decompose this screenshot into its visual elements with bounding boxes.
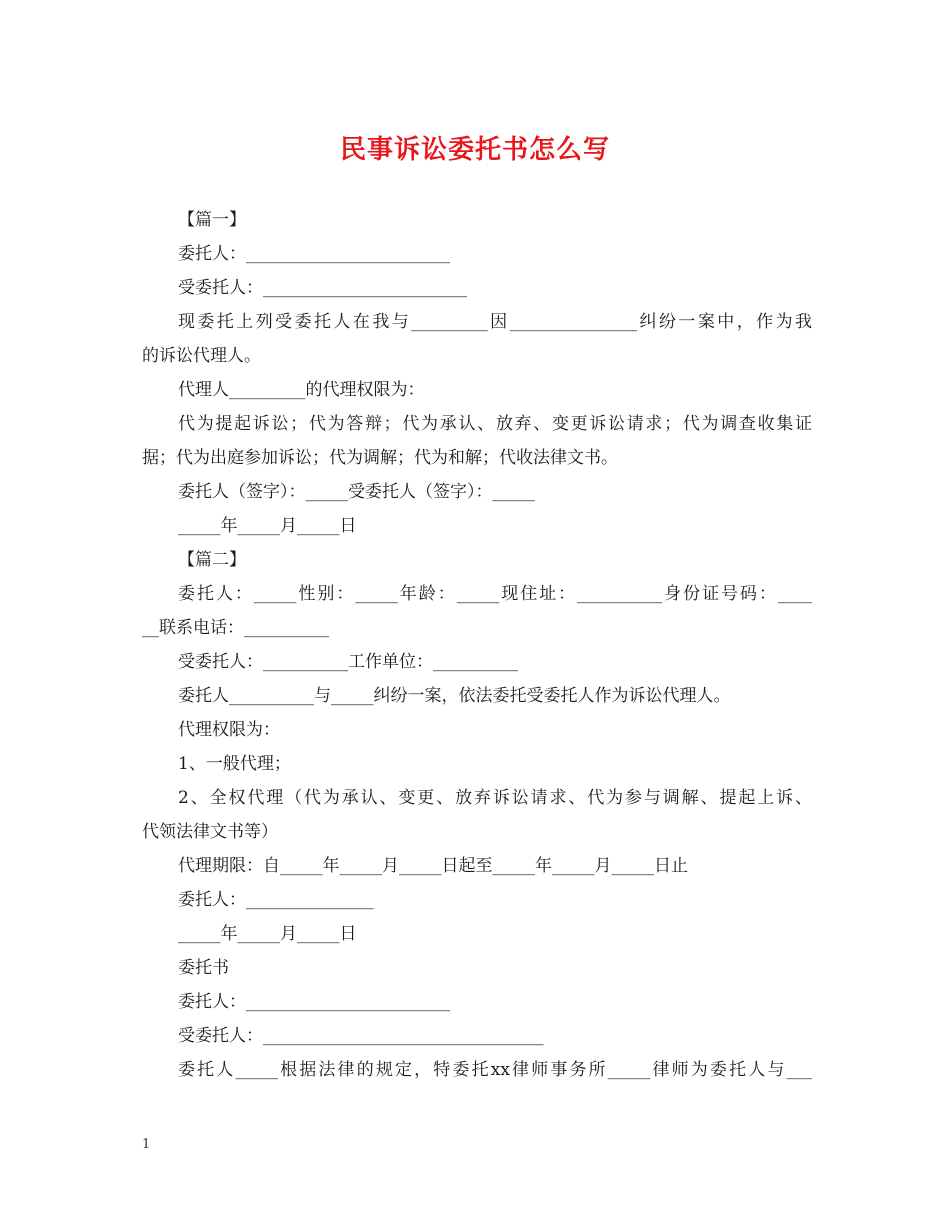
text-line: 2、全权代理（代为承认、变更、放弃诉讼请求、代为参与调解、提起上诉、	[178, 788, 812, 808]
text-line: 委托人：_______________	[178, 890, 374, 910]
text-line: 1、一般代理；	[178, 754, 291, 774]
text-line: 代为提起诉讼；代为答辩；代为承认、放弃、变更诉讼请求；代为调查收集证	[178, 414, 812, 434]
document-title: 民事诉讼委托书怎么写	[339, 135, 610, 165]
text-line: 受委托人：________________________	[178, 278, 467, 298]
text-line: 受委托人：__________工作单位：__________	[178, 652, 518, 672]
text-line: 代理期限：自_____年_____月_____日起至_____年_____月_____日止	[178, 856, 688, 876]
document-body	[142, 203, 812, 1087]
section-heading-1: 【篇一】	[178, 210, 246, 230]
text-line: 委托人：________________________	[178, 992, 450, 1012]
text-line: 委托书	[178, 958, 229, 978]
text-line: 委托人（签字）：_____受委托人（签字）：_____	[178, 482, 535, 502]
text-line: 委托人：________________________	[178, 244, 450, 264]
text-line: 委托人：_____性别：_____年龄：_____现住址：__________身份证号码：____	[178, 584, 812, 604]
text-line: 受委托人：_________________________________	[178, 1026, 544, 1046]
text-line: 委托人_____根据法律的规定，特委托xx律师事务所_____律师为委托人与___	[178, 1060, 812, 1080]
text-line: 代领法律文书等）	[142, 822, 278, 842]
text-line: 委托人__________与_____纠纷一案，依法委托受委托人作为诉讼代理人。	[178, 686, 731, 706]
text-line: 代理权限为：	[178, 720, 280, 740]
section-heading-2: 【篇二】	[178, 550, 246, 570]
text-line: 现委托上列受委托人在我与_________因_______________纠纷一案中，作为我	[178, 312, 812, 332]
page-number: 1	[142, 1137, 151, 1152]
text-line: 据；代为出庭参加诉讼；代为调解；代为和解；代收法律文书。	[142, 448, 618, 468]
text-line: _____年_____月_____日	[178, 924, 357, 944]
text-line: _____年_____月_____日	[178, 516, 357, 536]
text-line: __联系电话：__________	[142, 618, 329, 638]
text-line: 的诉讼代理人。	[142, 346, 261, 366]
text-line: 代理人_________的代理权限为：	[178, 380, 425, 400]
